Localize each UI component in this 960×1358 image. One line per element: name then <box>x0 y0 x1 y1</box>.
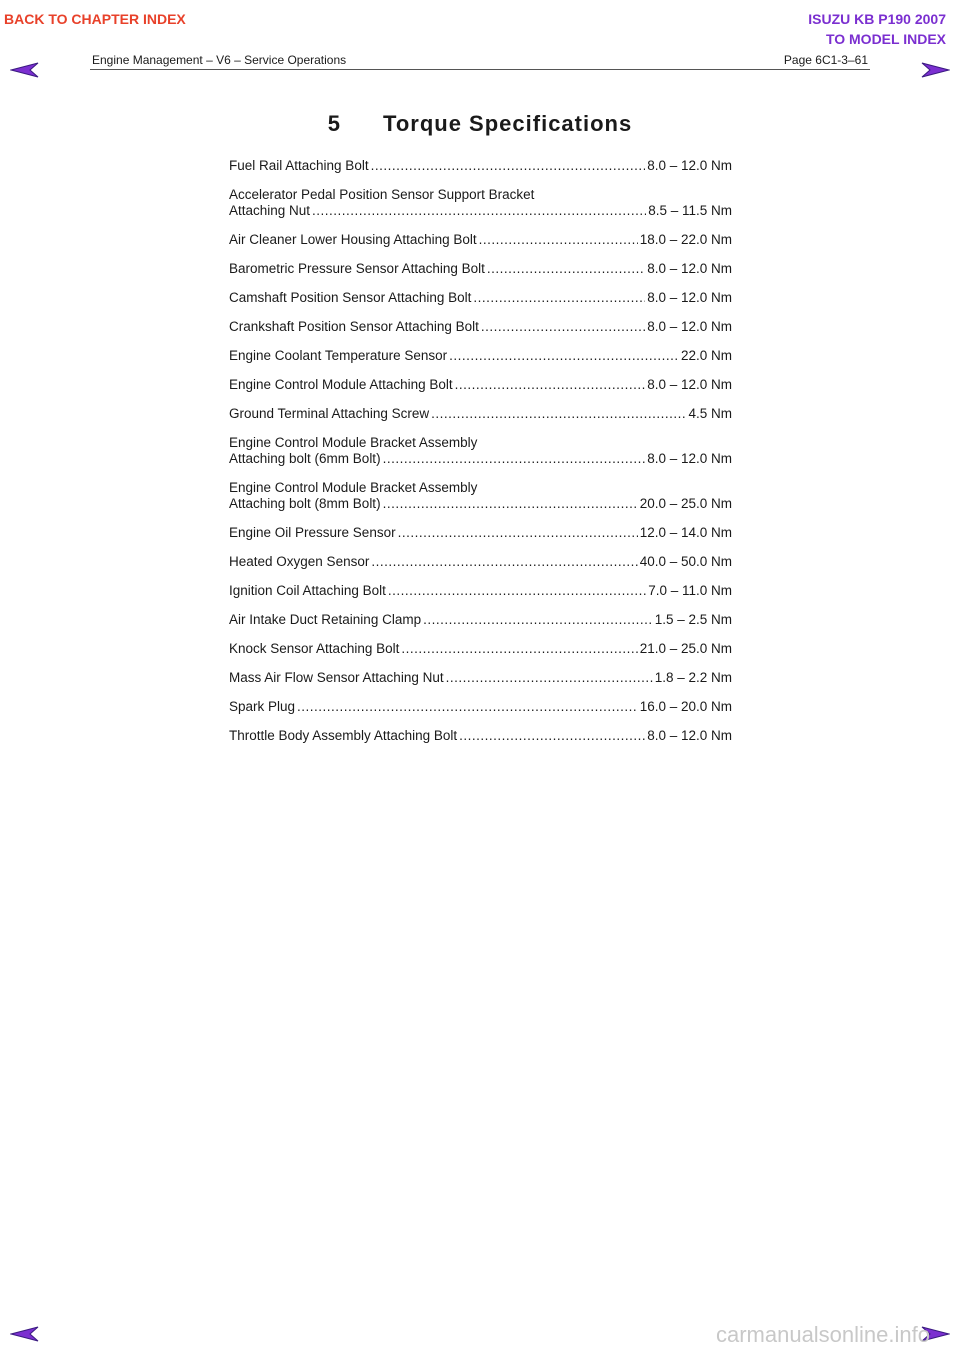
spec-label: Ground Terminal Attaching Screw <box>229 406 430 421</box>
dot-leader <box>371 158 646 174</box>
spec-value: 21.0 – 25.0 Nm <box>639 641 732 656</box>
page-number: Page 6C1-3–61 <box>783 53 868 67</box>
dot-leader <box>383 451 646 467</box>
spec-row <box>229 670 732 686</box>
spec-row <box>229 406 732 422</box>
dot-leader <box>383 496 638 512</box>
spec-row <box>229 641 732 657</box>
spec-label: Mass Air Flow Sensor Attaching Nut <box>229 670 444 685</box>
spec-label: Attaching Nut <box>229 203 311 218</box>
spec-value: 16.0 – 20.0 Nm <box>639 699 732 714</box>
arrow-left-icon[interactable] <box>10 61 40 79</box>
spec-value: 8.0 – 12.0 Nm <box>647 290 732 305</box>
spec-row <box>229 435 732 467</box>
to-model-index-link[interactable]: TO MODEL INDEX <box>825 31 946 47</box>
spec-value: 20.0 – 25.0 Nm <box>639 496 732 511</box>
spec-value: 8.0 – 12.0 Nm <box>647 261 732 276</box>
section-title <box>0 111 960 137</box>
spec-value: 1.8 – 2.2 Nm <box>654 670 732 685</box>
dot-leader <box>479 232 638 248</box>
spec-label: Engine Coolant Temperature Sensor <box>229 348 448 363</box>
spec-row <box>229 232 732 248</box>
dot-leader <box>473 290 645 306</box>
dot-leader <box>481 319 645 335</box>
arrow-right-icon[interactable] <box>920 61 950 79</box>
spec-label: Ignition Coil Attaching Bolt <box>229 583 386 598</box>
spec-row <box>229 525 732 541</box>
back-to-chapter-index-link[interactable]: BACK TO CHAPTER INDEX <box>4 11 186 27</box>
dot-leader <box>487 261 645 277</box>
dot-leader <box>423 612 653 628</box>
spec-label: Engine Control Module Attaching Bolt <box>229 377 453 392</box>
spec-row <box>229 554 732 570</box>
dot-leader <box>388 583 646 599</box>
spec-label-line1: Engine Control Module Bracket Assembly <box>229 480 478 495</box>
dot-leader <box>431 406 686 422</box>
spec-label: Heated Oxygen Sensor <box>229 554 370 569</box>
model-title[interactable]: ISUZU KB P190 2007 <box>808 11 946 27</box>
spec-value: 7.0 – 11.0 Nm <box>648 583 732 598</box>
header-divider <box>90 69 870 70</box>
spec-label: Fuel Rail Attaching Bolt <box>229 158 369 173</box>
spec-row <box>229 728 732 744</box>
spec-row <box>229 699 732 715</box>
spec-label: Air Intake Duct Retaining Clamp <box>229 612 422 627</box>
spec-value: 1.5 – 2.5 Nm <box>654 612 732 627</box>
watermark: carmanualsonline.info <box>715 1322 930 1347</box>
spec-label: Crankshaft Position Sensor Attaching Bolt <box>229 319 479 334</box>
dot-leader <box>297 699 638 715</box>
spec-value: 8.0 – 12.0 Nm <box>647 451 732 466</box>
section-heading: Torque Specifications <box>383 111 633 136</box>
spec-label: Camshaft Position Sensor Attaching Bolt <box>229 290 472 305</box>
spec-row <box>229 377 732 393</box>
arrow-left-icon[interactable] <box>10 1325 40 1343</box>
spec-label: Air Cleaner Lower Housing Attaching Bolt <box>229 232 477 247</box>
dot-leader <box>446 670 653 686</box>
dot-leader <box>371 554 637 570</box>
spec-value: 8.0 – 12.0 Nm <box>647 377 732 392</box>
section-number: 5 <box>327 111 342 136</box>
spec-row <box>229 261 732 277</box>
dot-leader <box>455 377 646 393</box>
spec-label-line1: Engine Control Module Bracket Assembly <box>229 435 478 450</box>
spec-label: Barometric Pressure Sensor Attaching Bolt <box>229 261 485 276</box>
spec-value: 40.0 – 50.0 Nm <box>639 554 732 569</box>
torque-spec-list <box>229 158 732 757</box>
spec-label: Throttle Body Assembly Attaching Bolt <box>229 728 458 743</box>
dot-leader <box>459 728 645 744</box>
dot-leader <box>312 203 646 219</box>
spec-value: 18.0 – 22.0 Nm <box>639 232 732 247</box>
spec-row <box>229 348 732 364</box>
spec-label: Knock Sensor Attaching Bolt <box>229 641 400 656</box>
spec-row <box>229 480 732 512</box>
spec-row <box>229 612 732 628</box>
spec-row <box>229 187 732 219</box>
dot-leader <box>401 641 637 657</box>
spec-value: 8.0 – 12.0 Nm <box>647 728 732 743</box>
spec-value: 12.0 – 14.0 Nm <box>639 525 732 540</box>
spec-row <box>229 158 732 174</box>
spec-value: 4.5 Nm <box>688 406 732 421</box>
spec-value: 8.0 – 12.0 Nm <box>647 319 732 334</box>
spec-row <box>229 319 732 335</box>
spec-row <box>229 290 732 306</box>
dot-leader <box>398 525 638 541</box>
spec-value: 8.5 – 11.5 Nm <box>648 203 732 218</box>
spec-label: Attaching bolt (8mm Bolt) <box>229 496 381 511</box>
spec-row <box>229 583 732 599</box>
spec-label: Engine Oil Pressure Sensor <box>229 525 396 540</box>
spec-label-line1: Accelerator Pedal Position Sensor Support Bracket <box>229 187 535 202</box>
page-header-title: Engine Management – V6 – Service Operations <box>92 53 347 67</box>
spec-label: Attaching bolt (6mm Bolt) <box>229 451 381 466</box>
spec-value: 8.0 – 12.0 Nm <box>647 158 732 173</box>
dot-leader <box>449 348 679 364</box>
spec-label: Spark Plug <box>229 699 296 714</box>
spec-value: 22.0 Nm <box>680 348 732 363</box>
